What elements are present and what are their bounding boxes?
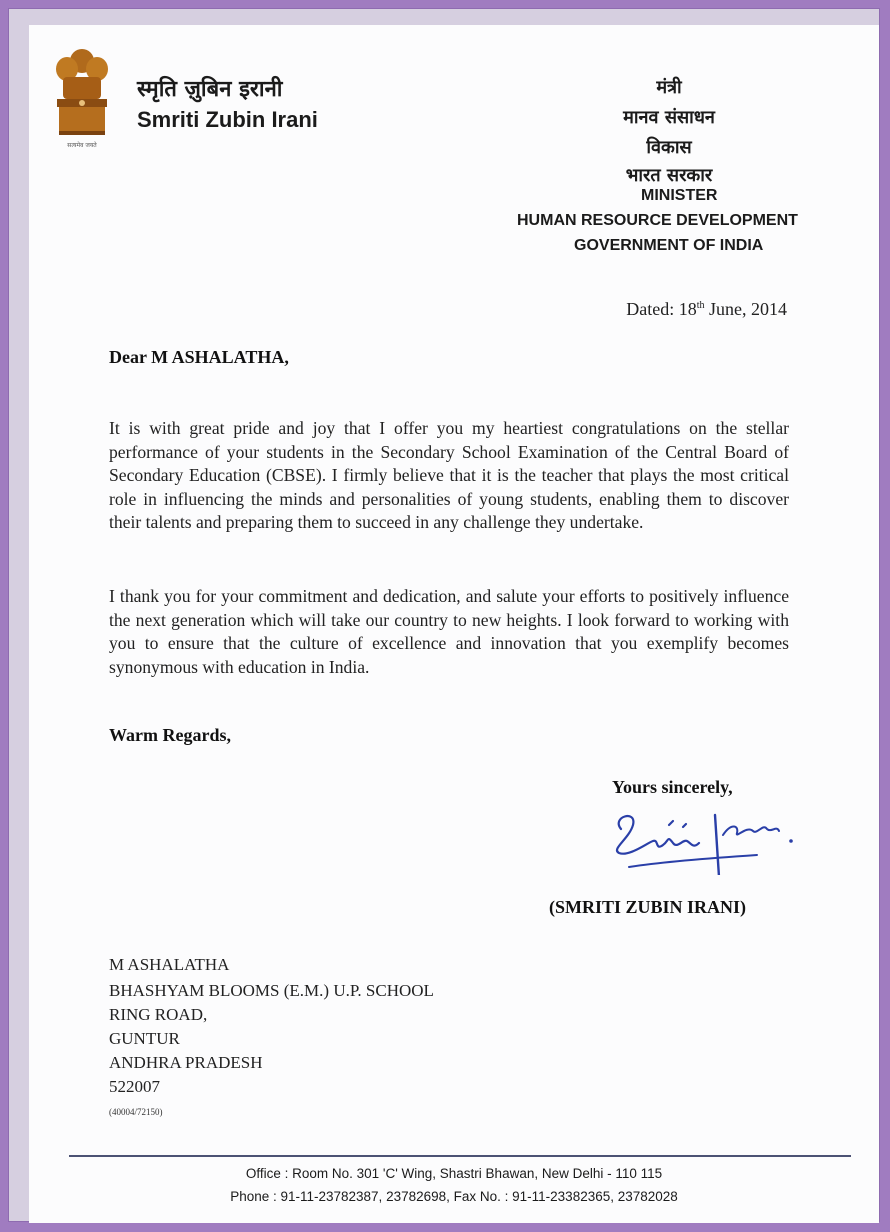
body-paragraph-1: It is with great pride and joy that I offer you my heartiest congratulations on the stellar performance of your students in the Secondary School Examination of the Central Board of Secondary Education (CBSE). I firmly believe that it is the teacher that plays the most critical role in influencing the minds and personalities of young students, enabling them to discover their talents and preparing them to succeed in any challenge they undertake.	[109, 418, 789, 532]
letter-date: Dated: 18th June, 2014	[626, 299, 787, 319]
body-paragraph-2: I thank you for your commitment and dedication, and salute your efforts to positively influence the next generation which will take our country to new heights. I look forward to working with you to ensure that the culture of excellence and innovation that you exemplify becomes synonymous with education in India.	[109, 586, 789, 677]
page-mat	[8, 8, 880, 1222]
minister-name-english: Smriti Zubin Irani	[137, 107, 318, 132]
recipient-address-line-3: RING ROAD,	[109, 1005, 208, 1024]
footer-phone-fax: Phone : 91-11-23782387, 23782698, Fax No. : 91-11-23382365, 23782028	[230, 1189, 678, 1204]
signer-name: (SMRITI ZUBIN IRANI)	[549, 897, 747, 917]
letter-paper	[29, 25, 879, 1223]
office-hindi-line-2: मानव संसाधन	[623, 107, 715, 128]
recipient-address-line-5: ANDHRA PRADESH	[109, 1053, 263, 1072]
closing: Yours sincerely,	[612, 777, 733, 797]
reference-number: (40004/72150)	[109, 1107, 163, 1117]
office-title-minister: MINISTER	[641, 187, 718, 204]
footer-office-address: Office : Room No. 301 'C' Wing, Shastri Bhawan, New Delhi - 110 115	[245, 1166, 663, 1181]
recipient-address-line-4: GUNTUR	[109, 1029, 180, 1048]
office-hindi-line-4: भारत सरकार	[625, 165, 713, 186]
office-hindi-line-1: मंत्री	[656, 77, 682, 98]
footer-divider	[69, 1155, 851, 1157]
office-hindi-line-3: विकास	[646, 137, 692, 158]
svg-text:सत्यमेव जयते: सत्यमेव जयते	[67, 142, 97, 149]
recipient-address-line-1: M ASHALATHA	[109, 955, 230, 974]
salutation: Dear M ASHALATHA,	[109, 347, 289, 367]
office-title-government: GOVERNMENT OF INDIA	[574, 237, 764, 254]
minister-name-hindi: स्मृति ज़ुबिन इरानी	[137, 77, 283, 102]
national-emblem-icon	[49, 43, 115, 153]
recipient-address-line-6: 522007	[109, 1077, 160, 1096]
warm-regards: Warm Regards,	[109, 725, 231, 745]
office-title-department: HUMAN RESOURCE DEVELOPMENT	[517, 212, 798, 229]
handwritten-signature	[607, 795, 797, 875]
recipient-address-line-2: BHASHYAM BLOOMS (E.M.) U.P. SCHOOL	[109, 981, 434, 1000]
